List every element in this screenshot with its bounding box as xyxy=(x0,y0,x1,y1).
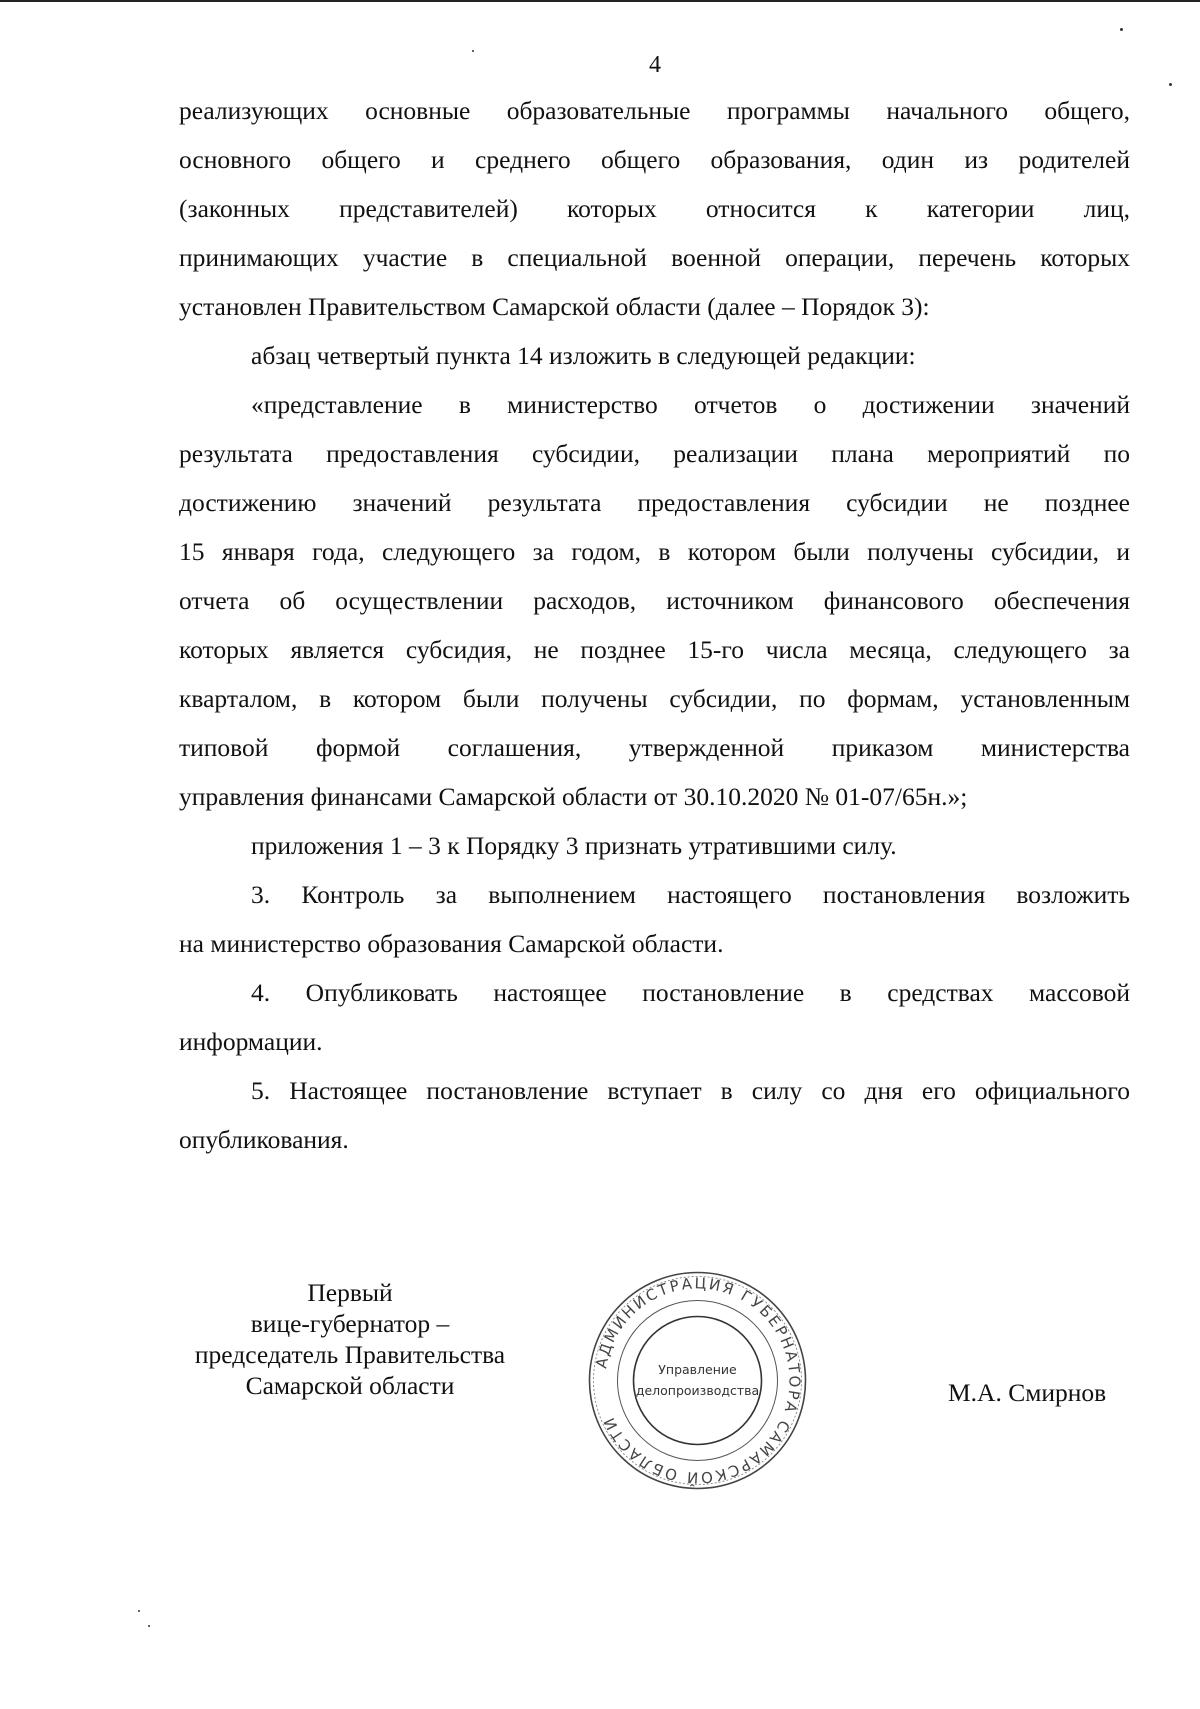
text-line: принимающих участие в специальной военной операции, перечень которых xyxy=(179,243,1130,272)
paragraph-5-item-3 xyxy=(179,870,1130,968)
text-line: 15 января года, следующего за годом, в котором были получены субсидии, и xyxy=(179,537,1130,566)
text-line: установлен Правительством Самарской области (далее – Порядок 3): xyxy=(179,292,930,321)
signatory-title-line: председатель Правительства xyxy=(194,1340,506,1369)
text-line: (законных представителей) которых относится к категории лиц, xyxy=(179,194,1130,223)
text-line: опубликования. xyxy=(179,1125,349,1154)
scan-speck xyxy=(138,1610,140,1612)
paragraph-4 xyxy=(179,821,1130,870)
top-border-line xyxy=(0,0,1200,2)
text-line: 3. Контроль за выполнением настоящего постановления возложить xyxy=(251,880,1130,909)
text-line: «представление в министерство отчетов о достижении значений xyxy=(251,390,1130,419)
stamp-center-line: делопроизводства xyxy=(635,1383,760,1398)
paragraph-2 xyxy=(179,331,1130,380)
text-line: реализующих основные образовательные программы начального общего, xyxy=(179,96,1130,125)
text-line: результата предоставления субсидии, реализации плана мероприятий по xyxy=(179,439,1130,468)
document-body xyxy=(179,86,1130,1164)
text-line: 4. Опубликовать настоящее постановление в средствах массовой xyxy=(251,978,1130,1007)
signatory-name: М.А. Смирнов xyxy=(948,1378,1107,1407)
text-line: которых является субсидия, не позднее 15-го числа месяца, следующего за xyxy=(179,635,1130,664)
text-line: достижению значений результата предоставления субсидии не позднее xyxy=(179,488,1130,517)
paragraph-7-item-5 xyxy=(179,1066,1130,1164)
scan-speck xyxy=(1169,83,1172,86)
text-line: 5. Настоящее постановление вступает в силу со дня его официального xyxy=(251,1076,1130,1105)
paragraph-3 xyxy=(179,380,1130,821)
stamp-outer-text: АДМИНИСТРАЦИЯ ГУБЕРНАТОРА САМАРСКОЙ ОБЛАСТИ xyxy=(592,1274,804,1487)
stamp-center-line: Управление xyxy=(658,1362,737,1377)
text-line: кварталом, в котором были получены субсидии, по формам, установленным xyxy=(179,684,1130,713)
scan-speck xyxy=(1120,28,1123,31)
svg-text:АДМИНИСТРАЦИЯ ГУБЕРНАТОРА САМА xyxy=(592,1274,803,1487)
paragraph-1 xyxy=(179,86,1130,331)
text-line: основного общего и среднего общего образования, один из родителей xyxy=(179,145,1130,174)
signatory-title-line: Самарской области xyxy=(245,1371,455,1400)
scan-speck xyxy=(148,1625,150,1627)
signatory-title xyxy=(170,1277,530,1401)
text-line: информации. xyxy=(179,1027,323,1056)
paragraph-6-item-4 xyxy=(179,968,1130,1066)
text-line: отчета об осуществлении расходов, источником финансового обеспечения xyxy=(179,586,1130,615)
text-line: приложения 1 – 3 к Порядку 3 признать утратившими силу. xyxy=(251,831,897,860)
official-seal-stamp xyxy=(585,1268,810,1493)
text-line: управления финансами Самарской области от 30.10.2020 № 01-07/65н.»; xyxy=(179,782,968,811)
text-line: типовой формой соглашения, утвержденной приказом министерства xyxy=(179,733,1130,762)
text-line: абзац четвертый пункта 14 изложить в следующей редакции: xyxy=(251,341,916,370)
signatory-title-line: Первый xyxy=(307,1278,393,1307)
page-number: 4 xyxy=(649,52,661,78)
scan-speck xyxy=(472,50,474,52)
text-line: на министерство образования Самарской области. xyxy=(179,929,724,958)
signatory-title-line: вице-губернатор – xyxy=(250,1309,450,1338)
